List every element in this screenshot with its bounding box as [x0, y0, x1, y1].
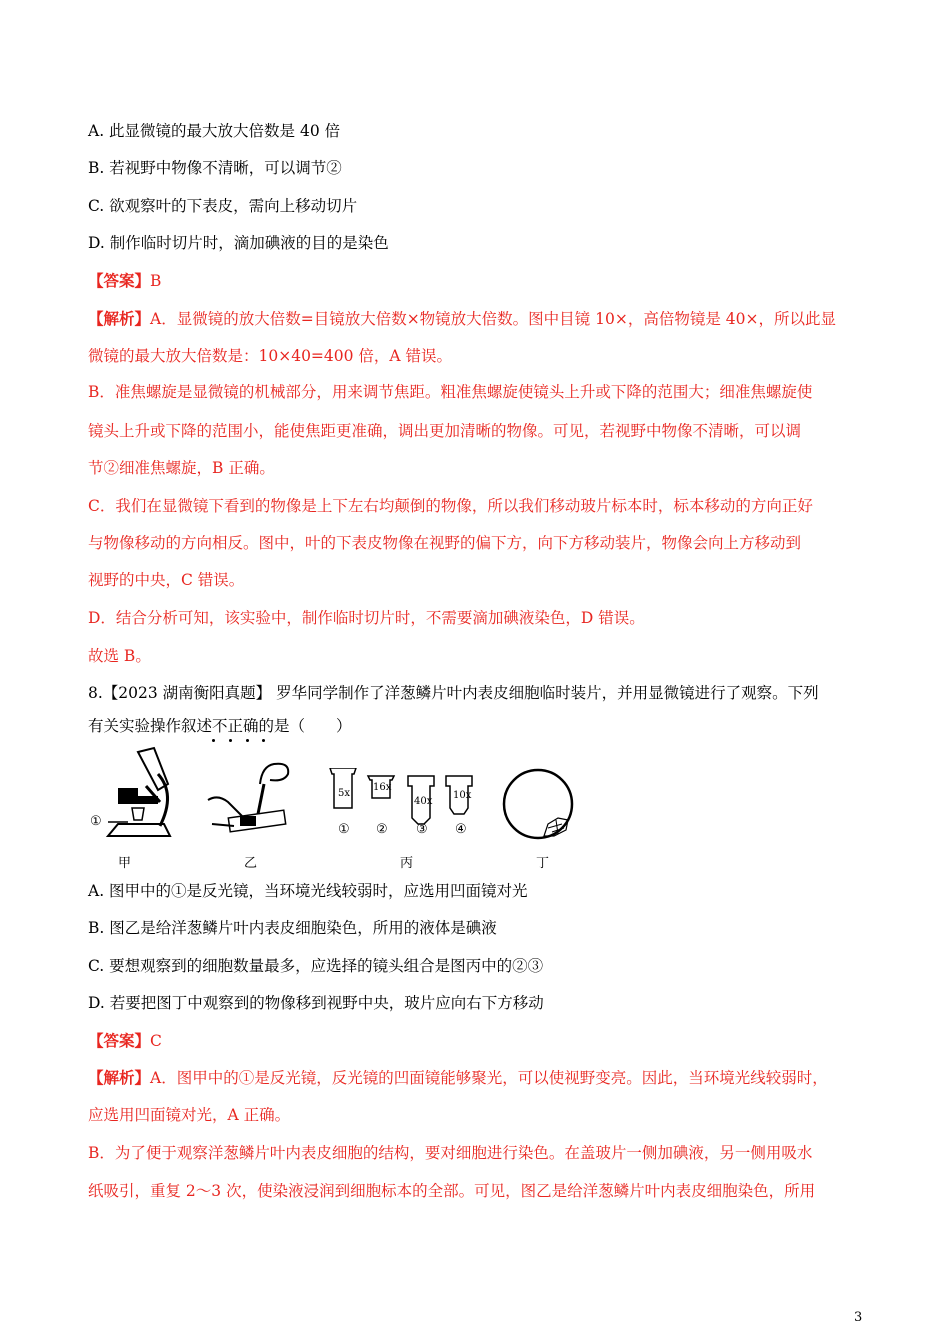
caption-ding: 丁: [536, 856, 550, 871]
q7-option-b: B. 若视野中物像不清晰，可以调节②: [88, 159, 342, 177]
q8-figure: [88, 744, 588, 874]
analysis-label: 【解析】: [88, 309, 151, 328]
q7-analysis-line: D．结合分析可知，该实验中，制作临时切片时，不需要滴加碘液染色，D 错误。: [88, 609, 645, 627]
emphasis-dot: [246, 739, 249, 742]
q8-option-a: A. 图甲中的①是反光镜，当环境光线较弱时，应选用凹面镜对光: [88, 882, 528, 900]
q8-analysis-line: 应选用凹面镜对光，A 正确。: [88, 1106, 291, 1124]
microscope-marker: ①: [90, 814, 102, 829]
q8-option-d: D. 若要把图丁中观察到的物像移到视野中央，玻片应向右下方移动: [88, 994, 544, 1012]
lens-number: ②: [376, 822, 388, 837]
caption-jia: 甲: [118, 856, 132, 871]
q7-analysis-line: 视野的中央，C 错误。: [88, 571, 245, 589]
q7-analysis-line: 微镜的最大放大倍数是：10×40=400 倍，A 错误。: [88, 347, 453, 365]
answer-value: B: [150, 272, 162, 290]
q8-analysis-line: B．为了便于观察洋葱鳞片叶内表皮细胞的结构，要对细胞进行染色。在盖玻片一侧加碘液，另一侧用吸水: [88, 1144, 813, 1162]
analysis-text: A．图甲中的①是反光镜，反光镜的凹面镜能够聚光，可以使视野变亮。因此，当环境光线较弱时，: [150, 1069, 828, 1087]
lens-label: 10x: [453, 790, 472, 801]
lens-label: 16x: [373, 782, 392, 793]
lens-label: 5x: [338, 788, 351, 799]
microscope-illustration: [88, 744, 178, 844]
q7-analysis-line: C．我们在显微镜下看到的物像是上下左右均颠倒的物像，所以我们移动玻片标本时，标本移动的方向正好: [88, 497, 813, 515]
staining-illustration: [204, 744, 294, 844]
q7-option-c: C. 欲观察叶的下表皮，需向上移动切片: [88, 197, 358, 215]
analysis-label: 【解析】: [88, 1068, 151, 1087]
q8-answer: [88, 1030, 162, 1052]
q8-option-b: B. 图乙是给洋葱鳞片叶内表皮细胞染色，所用的液体是碘液: [88, 919, 497, 937]
lens-number: ①: [338, 822, 350, 837]
q8-analysis-line: [88, 1067, 828, 1089]
q7-option-d: D. 制作临时切片时，滴加碘液的目的是染色: [88, 234, 389, 252]
caption-yi: 乙: [244, 856, 258, 871]
caption-bing: 丙: [400, 856, 414, 871]
q8-analysis-line: 纸吸引，重复 2～3 次，使染液浸润到细胞标本的全部。可见，图乙是给洋葱鳞片叶内表皮细胞染色，所用: [88, 1182, 816, 1200]
answer-label: 【答案】: [88, 271, 151, 290]
field-of-view-illustration: [500, 766, 580, 846]
lens-number: ④: [455, 822, 467, 837]
q8-option-c: C. 要想观察到的细胞数量最多，应选择的镜头组合是图丙中的②③: [88, 957, 544, 975]
q7-analysis-line: 与物像移动的方向相反。图中，叶的下表皮物像在视野的偏下方，向下方移动装片，物像会向上方移动到: [88, 534, 802, 552]
page-number: 3: [854, 1310, 863, 1325]
q7-analysis-line: B．准焦螺旋是显微镜的机械部分，用来调节焦距。粗准焦螺旋使镜头上升或下降的范围大；细准焦螺旋使: [88, 383, 813, 401]
answer-value: C: [150, 1032, 162, 1050]
analysis-text: A．显微镜的放大倍数=目镜放大倍数×物镜放大倍数。图中目镜 10×，高倍物镜是 40×，所以此显: [150, 310, 836, 328]
lens-label: 40x: [414, 796, 433, 807]
q7-analysis-line: 镜头上升或下降的范围小，能使焦距更准确，调出更加清晰的物像。可见，若视野中物像不清晰，可以调: [88, 422, 802, 440]
lens-number: ③: [416, 822, 428, 837]
answer-label: 【答案】: [88, 1031, 151, 1050]
emphasis-dot: [212, 739, 215, 742]
q8-stem: 8.【2023 湖南衡阳真题】 罗华同学制作了洋葱鳞片叶内表皮细胞临时装片，并用显微镜进行了观察。下列: [88, 684, 819, 702]
q7-analysis-line: 节②细准焦螺旋，B 正确。: [88, 459, 275, 477]
q7-option-a: A. 此显微镜的最大放大倍数是 40 倍: [88, 122, 341, 140]
q7-analysis-line: [88, 308, 836, 330]
q7-answer: [88, 270, 161, 292]
q7-conclusion: 故选 B。: [88, 647, 151, 665]
emphasis-dot: [262, 739, 265, 742]
q8-stem-cont: 有关实验操作叙述不正确的是（ ）: [88, 717, 352, 735]
emphasis-dot: [229, 739, 232, 742]
